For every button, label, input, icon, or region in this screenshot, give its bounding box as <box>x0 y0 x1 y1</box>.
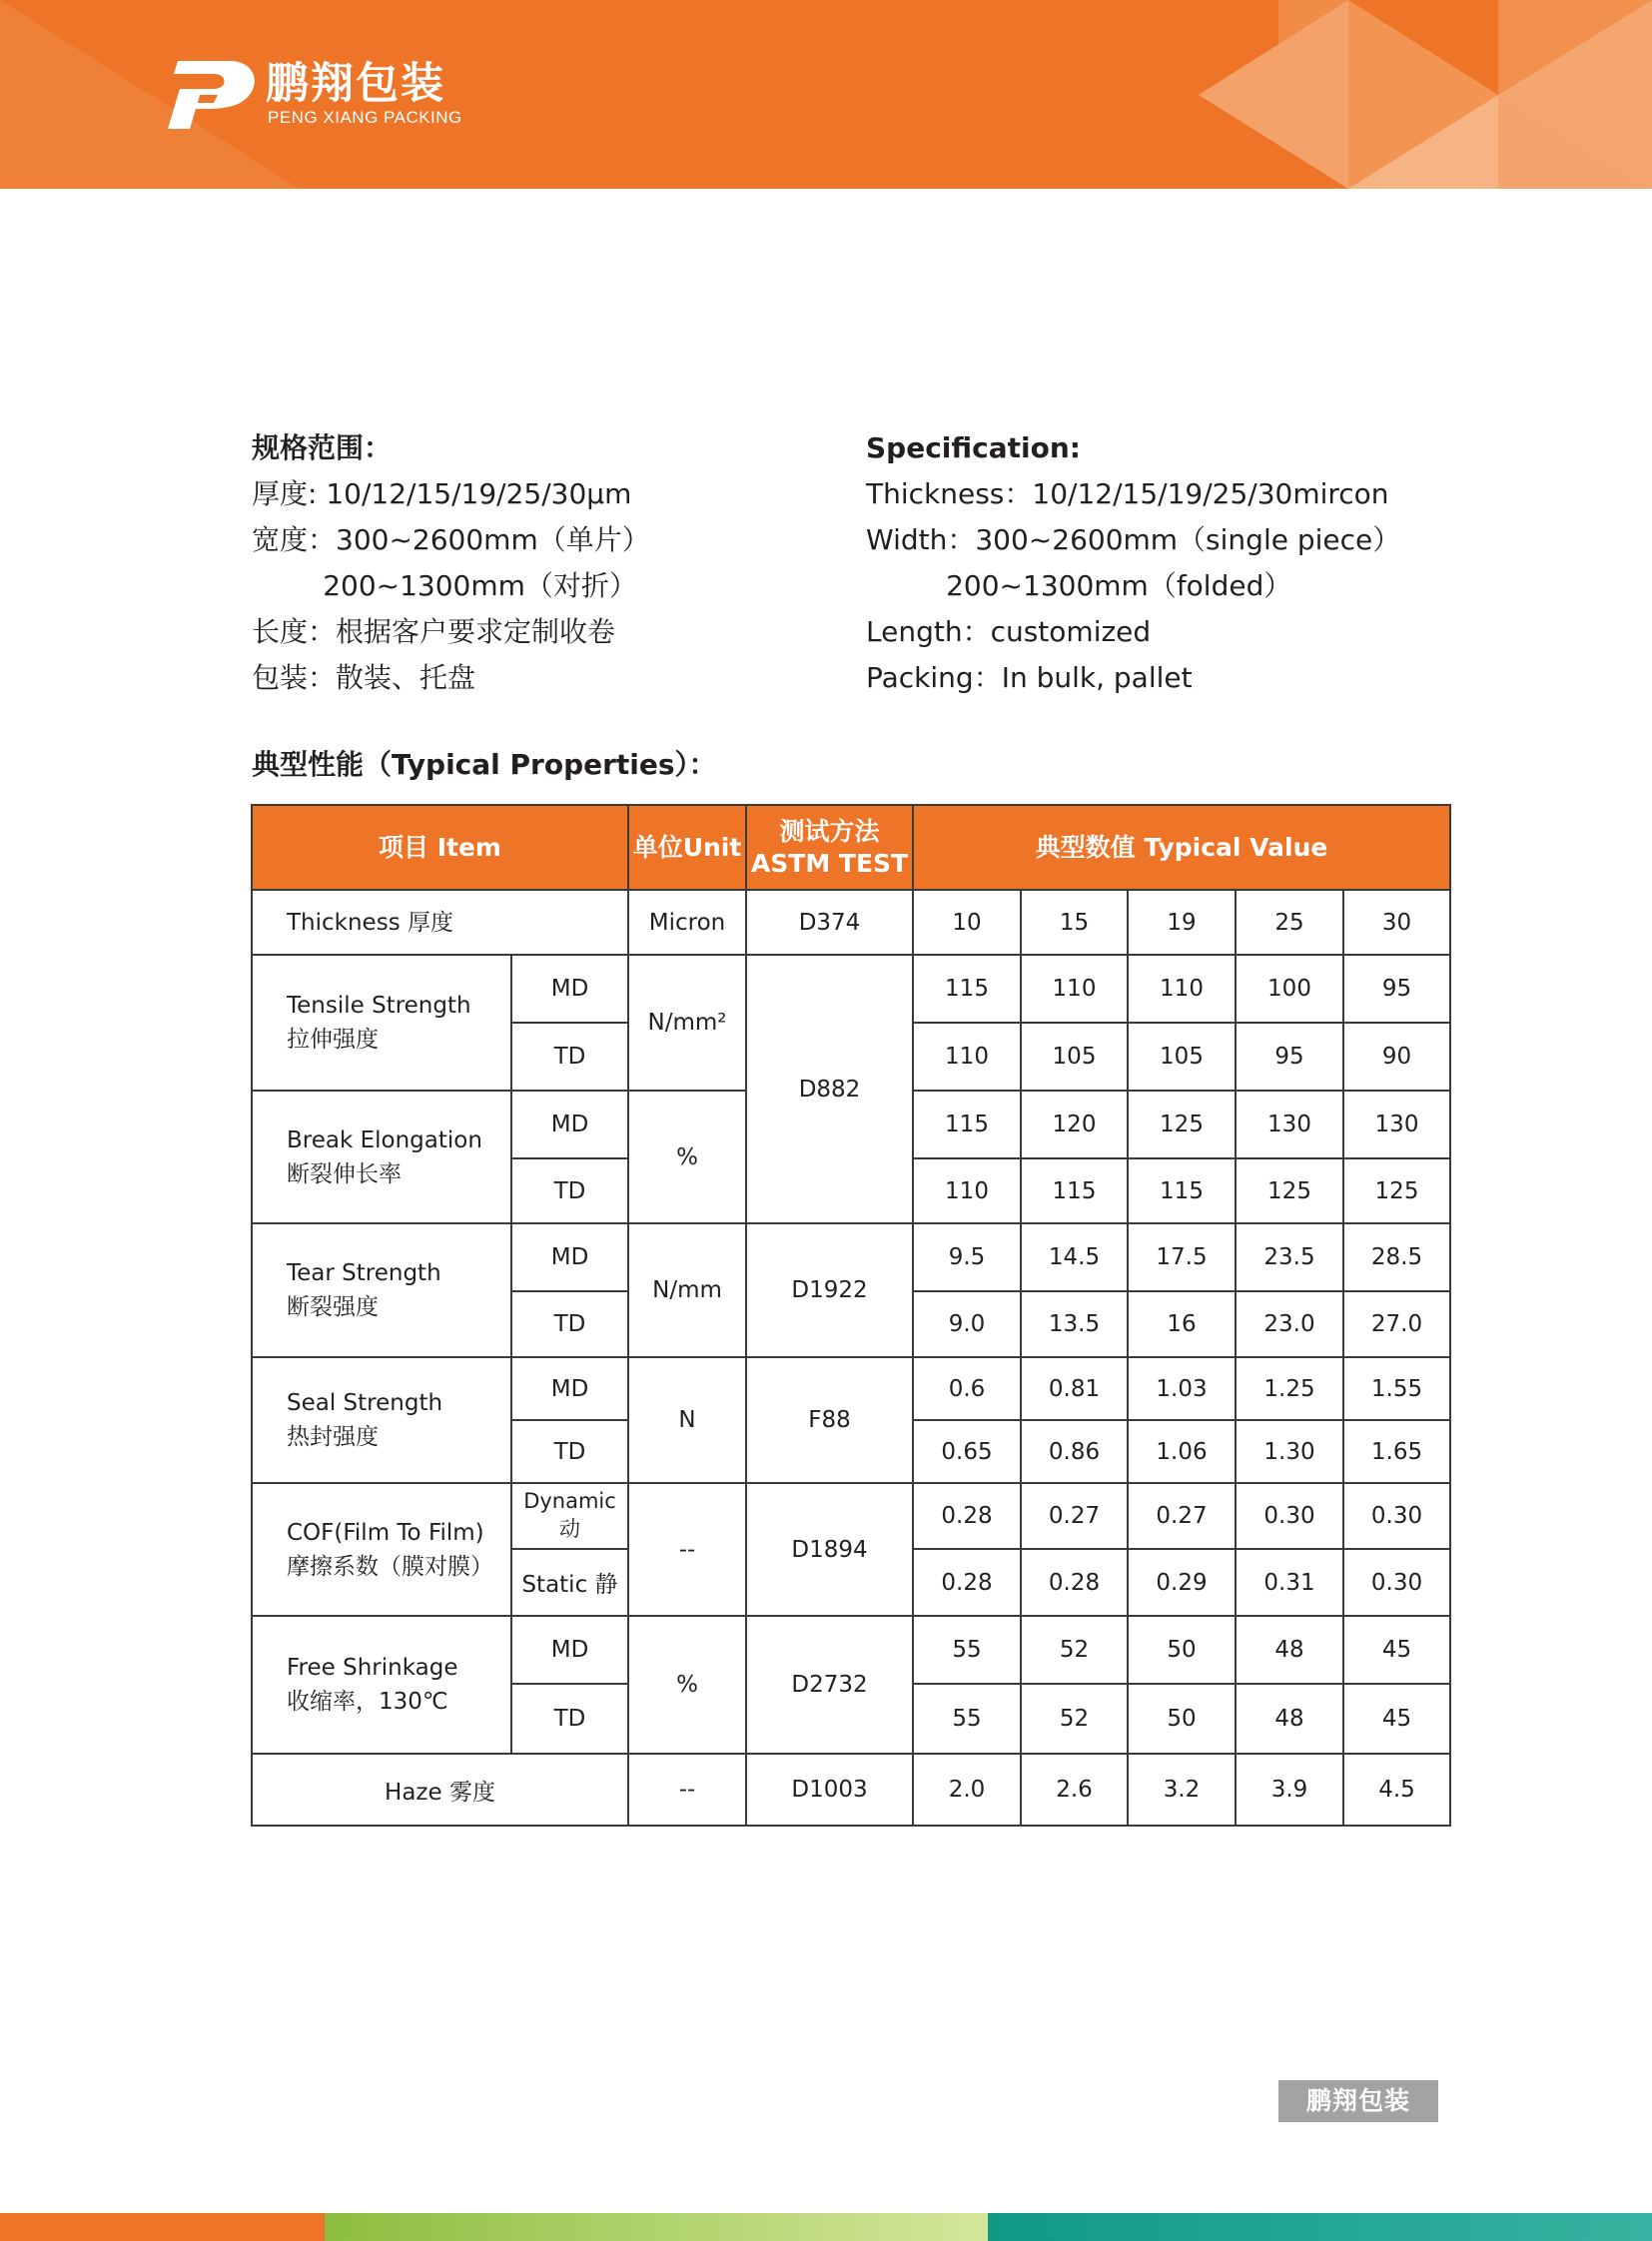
value-cell: 2.0 <box>913 1754 1021 1826</box>
value-cell: 1.03 <box>1128 1357 1236 1420</box>
row-label-thickness: Thickness 厚度 <box>252 890 628 955</box>
value-cell: 0.29 <box>1128 1549 1236 1616</box>
header-item: 项目 Item <box>252 805 628 890</box>
value-cell: 0.30 <box>1343 1483 1450 1549</box>
value-cell: 125 <box>1343 1158 1450 1223</box>
direction-cell: TD <box>511 1684 628 1754</box>
row-label-cn: 摩擦系数（膜对膜） <box>287 1553 493 1580</box>
row-label-tear <box>252 1223 511 1357</box>
footer-brand-badge: 鹏翔包装 <box>1278 2080 1438 2122</box>
table-row <box>252 890 1450 955</box>
value-cell: 23.0 <box>1236 1291 1343 1357</box>
pd-logo-icon <box>160 55 265 135</box>
value-cell: 1.65 <box>1343 1420 1450 1483</box>
table-row <box>252 1357 1450 1420</box>
value-cell: 14.5 <box>1021 1223 1128 1291</box>
spec-cn-line: 厚度: 10/12/15/19/25/30μm <box>252 477 632 510</box>
unit-cell: % <box>628 1091 746 1223</box>
unit-cell: N <box>628 1357 746 1483</box>
value-cell: 28.5 <box>1343 1223 1450 1291</box>
value-cell: 30 <box>1343 890 1450 955</box>
value-cell: 115 <box>913 1091 1021 1158</box>
value-cell: 0.27 <box>1128 1483 1236 1549</box>
value-cell: 105 <box>1128 1023 1236 1091</box>
value-cell: 52 <box>1021 1616 1128 1684</box>
header-banner <box>0 0 1652 189</box>
value-cell: 115 <box>1128 1158 1236 1223</box>
spec-en-line: 200~1300mm（folded） <box>866 569 1292 602</box>
value-cell: 0.31 <box>1236 1549 1343 1616</box>
header-method-cn: 测试方法 <box>779 816 880 846</box>
unit-cell: N/mm <box>628 1223 746 1357</box>
table-row <box>252 1483 1450 1549</box>
method-cell: D1922 <box>746 1223 913 1357</box>
spec-cn-line: 200~1300mm（对折） <box>252 569 637 602</box>
value-cell: 4.5 <box>1343 1754 1450 1826</box>
section-title: 典型性能（Typical Properties）： <box>252 748 717 781</box>
value-cell: 125 <box>1128 1091 1236 1158</box>
row-label-cn: 断裂伸长率 <box>287 1160 402 1187</box>
value-cell: 50 <box>1128 1616 1236 1684</box>
method-cell: D1003 <box>746 1754 913 1826</box>
spec-en-line: Width：300~2600mm（single piece） <box>866 523 1401 556</box>
direction-cell: Dynamic 动 <box>511 1483 628 1549</box>
table-row <box>252 955 1450 1023</box>
row-label-seal <box>252 1357 511 1483</box>
table-row <box>252 1616 1450 1684</box>
method-cell: F88 <box>746 1357 913 1483</box>
direction-cell: Static 静 <box>511 1549 628 1616</box>
row-label-haze: Haze 雾度 <box>252 1754 628 1826</box>
spec-cn-line: 宽度：300~2600mm（单片） <box>252 523 650 556</box>
header-typical-value: 典型数值 Typical Value <box>913 805 1450 890</box>
value-cell: 95 <box>1343 955 1450 1023</box>
value-cell: 0.30 <box>1236 1483 1343 1549</box>
unit-cell: N/mm² <box>628 955 746 1091</box>
spec-cn <box>252 425 650 701</box>
value-cell: 1.55 <box>1343 1357 1450 1420</box>
value-cell: 2.6 <box>1021 1754 1128 1826</box>
unit-cell: Micron <box>628 890 746 955</box>
brand-name-cn: 鹏翔包装 <box>266 59 445 109</box>
direction-cell: MD <box>511 1357 628 1420</box>
value-cell: 0.28 <box>1021 1549 1128 1616</box>
row-label-en: Tensile Strength <box>287 993 471 1019</box>
row-label-en: COF(Film To Film) <box>287 1519 484 1546</box>
value-cell: 50 <box>1128 1684 1236 1754</box>
value-cell: 45 <box>1343 1616 1450 1684</box>
value-cell: 25 <box>1236 890 1343 955</box>
row-label-elongation <box>252 1091 511 1223</box>
value-cell: 9.5 <box>913 1223 1021 1291</box>
value-cell: 1.06 <box>1128 1420 1236 1483</box>
value-cell: 23.5 <box>1236 1223 1343 1291</box>
row-label-en: Tear Strength <box>287 1260 441 1286</box>
spec-en-line: Packing：In bulk, pallet <box>866 661 1193 694</box>
value-cell: 110 <box>913 1158 1021 1223</box>
value-cell: 110 <box>1021 955 1128 1023</box>
direction-cell: MD <box>511 1223 628 1291</box>
direction-cell: MD <box>511 1616 628 1684</box>
unit-cell: -- <box>628 1754 746 1826</box>
row-label-cn: 热封强度 <box>287 1424 379 1450</box>
footer-stripe-teal <box>988 2213 1652 2241</box>
value-cell: 95 <box>1236 1023 1343 1091</box>
value-cell: 115 <box>913 955 1021 1023</box>
direction-cell: TD <box>511 1291 628 1357</box>
properties-table <box>251 804 1451 1827</box>
spec-en <box>866 425 1400 701</box>
header-method-en: ASTM TEST <box>750 848 909 878</box>
value-cell: 1.30 <box>1236 1420 1343 1483</box>
value-cell: 90 <box>1343 1023 1450 1091</box>
value-cell: 100 <box>1236 955 1343 1023</box>
direction-cell: MD <box>511 955 628 1023</box>
table-row <box>252 1223 1450 1291</box>
value-cell: 0.81 <box>1021 1357 1128 1420</box>
brand-name-en: PENG XIANG PACKING <box>268 108 462 127</box>
value-cell: 120 <box>1021 1091 1128 1158</box>
direction-cell: TD <box>511 1023 628 1091</box>
spec-cn-line: 长度：根据客户要求定制收卷 <box>252 615 616 648</box>
row-label-cn: 收缩率，130℃ <box>287 1689 448 1715</box>
value-cell: 45 <box>1343 1684 1450 1754</box>
value-cell: 0.86 <box>1021 1420 1128 1483</box>
value-cell: 0.6 <box>913 1357 1021 1420</box>
footer-stripe-green <box>325 2213 988 2241</box>
spec-cn-title: 规格范围： <box>252 431 393 464</box>
footer-stripe-orange <box>0 2213 325 2241</box>
row-label-en: Free Shrinkage <box>287 1655 458 1681</box>
value-cell: 55 <box>913 1616 1021 1684</box>
value-cell: 17.5 <box>1128 1223 1236 1291</box>
row-label-tensile <box>252 955 511 1091</box>
unit-cell: -- <box>628 1483 746 1616</box>
value-cell: 48 <box>1236 1684 1343 1754</box>
value-cell: 13.5 <box>1021 1291 1128 1357</box>
unit-cell: % <box>628 1616 746 1754</box>
direction-cell: TD <box>511 1420 628 1483</box>
row-label-en: Break Elongation <box>287 1126 482 1153</box>
method-cell: D2732 <box>746 1616 913 1754</box>
table-row <box>252 1754 1450 1826</box>
value-cell: 0.65 <box>913 1420 1021 1483</box>
row-label-cn: 拉伸强度 <box>287 1027 379 1053</box>
value-cell: 0.28 <box>913 1483 1021 1549</box>
spec-cn-line: 包装：散装、托盘 <box>252 661 476 694</box>
value-cell: 52 <box>1021 1684 1128 1754</box>
direction-cell: TD <box>511 1158 628 1223</box>
value-cell: 0.28 <box>913 1549 1021 1616</box>
spec-en-line: Thickness：10/12/15/19/25/30mircon <box>866 477 1389 510</box>
value-cell: 27.0 <box>1343 1291 1450 1357</box>
value-cell: 10 <box>913 890 1021 955</box>
row-label-shrinkage <box>252 1616 511 1754</box>
value-cell: 16 <box>1128 1291 1236 1357</box>
value-cell: 1.25 <box>1236 1357 1343 1420</box>
row-label-en: Seal Strength <box>287 1390 443 1416</box>
method-cell: D374 <box>746 890 913 955</box>
value-cell: 110 <box>1128 955 1236 1023</box>
row-label-cof <box>252 1483 511 1616</box>
value-cell: 130 <box>1236 1091 1343 1158</box>
value-cell: 3.9 <box>1236 1754 1343 1826</box>
value-cell: 9.0 <box>913 1291 1021 1357</box>
value-cell: 19 <box>1128 890 1236 955</box>
direction-cell: MD <box>511 1091 628 1158</box>
method-cell: D1894 <box>746 1483 913 1616</box>
value-cell: 115 <box>1021 1158 1128 1223</box>
value-cell: 110 <box>913 1023 1021 1091</box>
value-cell: 15 <box>1021 890 1128 955</box>
spec-en-line: Length：customized <box>866 615 1152 648</box>
value-cell: 48 <box>1236 1616 1343 1684</box>
value-cell: 0.27 <box>1021 1483 1128 1549</box>
table-header-row <box>252 805 1450 890</box>
value-cell: 130 <box>1343 1091 1450 1158</box>
value-cell: 125 <box>1236 1158 1343 1223</box>
value-cell: 105 <box>1021 1023 1128 1091</box>
method-cell: D882 <box>746 955 913 1223</box>
value-cell: 0.30 <box>1343 1549 1450 1616</box>
value-cell: 3.2 <box>1128 1754 1236 1826</box>
value-cell: 55 <box>913 1684 1021 1754</box>
spec-en-title: Specification: <box>866 431 1081 464</box>
header-unit: 单位Unit <box>628 805 746 890</box>
row-label-cn: 断裂强度 <box>287 1294 379 1320</box>
header-method <box>746 805 913 890</box>
